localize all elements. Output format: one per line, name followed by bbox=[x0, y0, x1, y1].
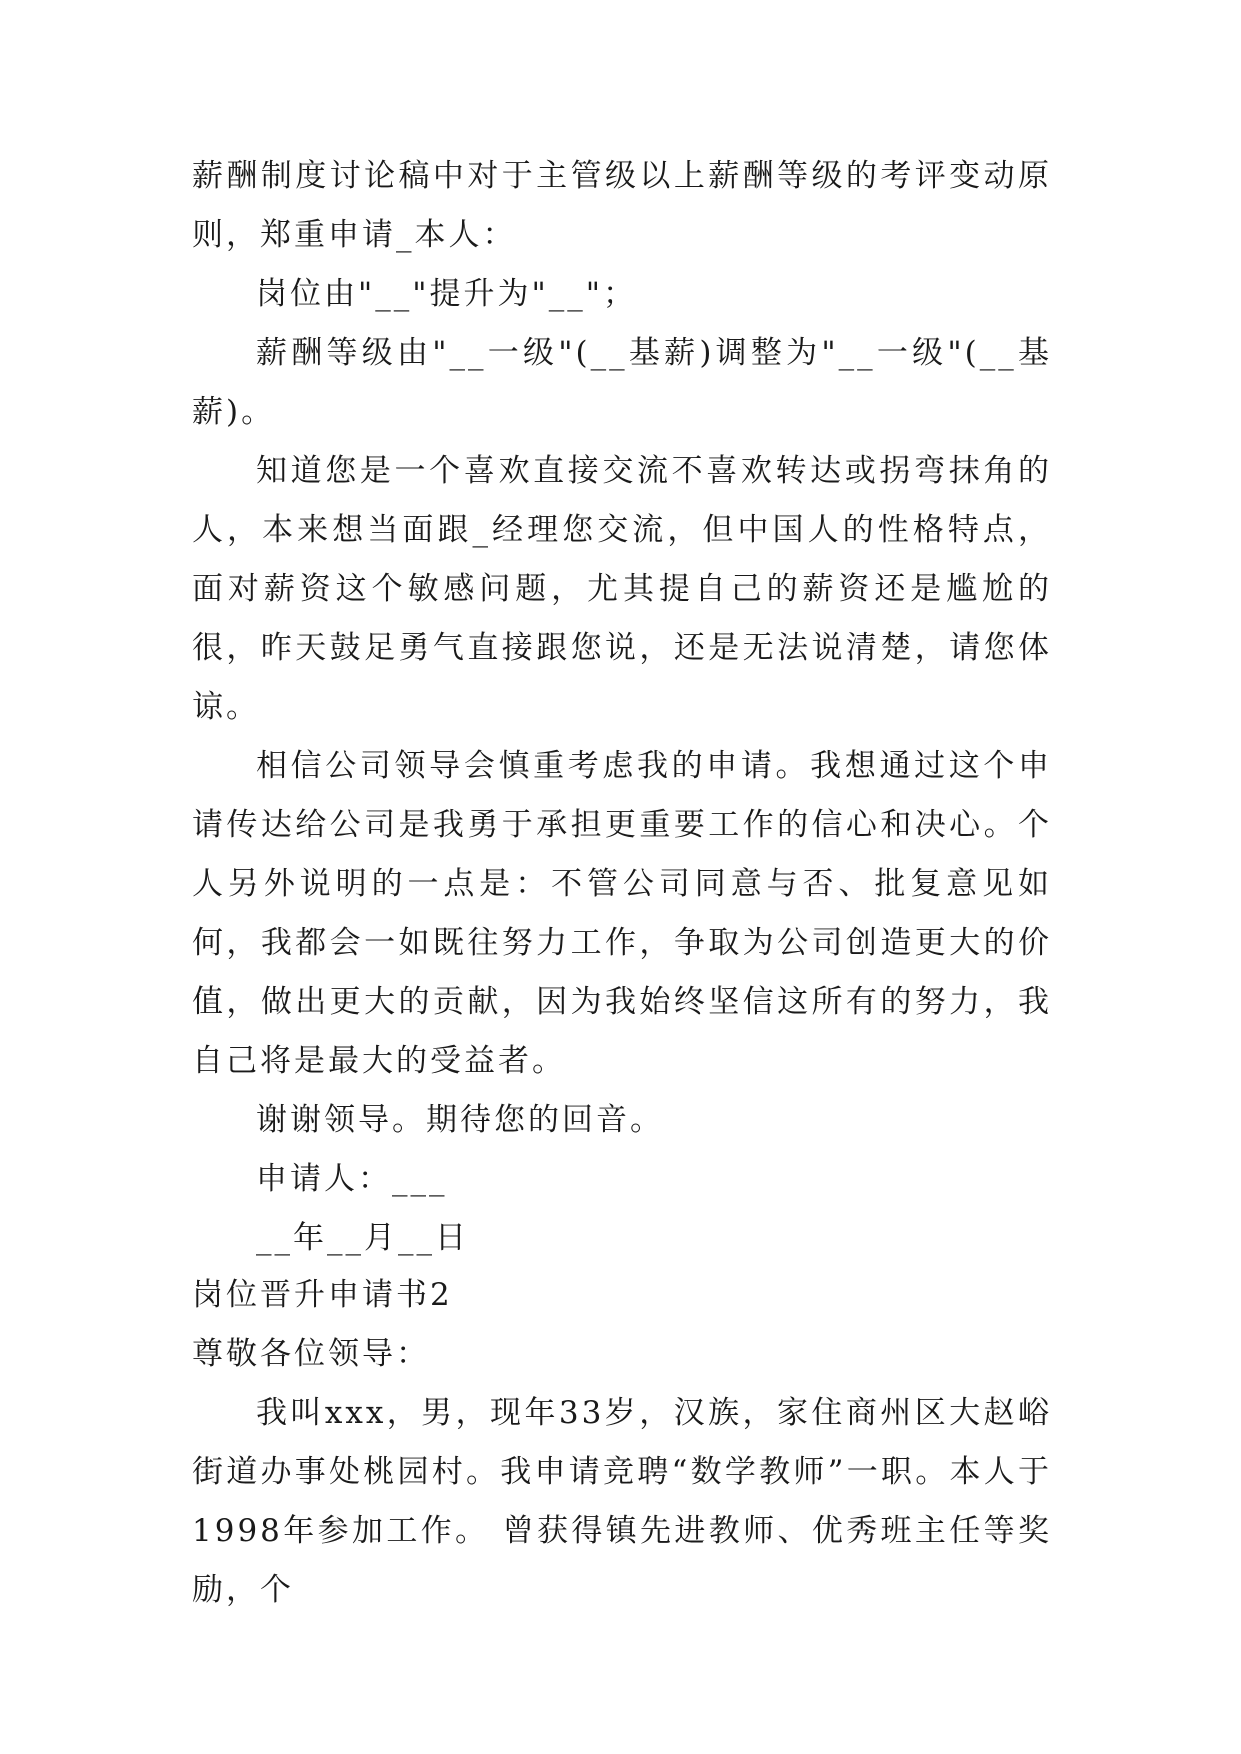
paragraph-position-change: 岗位由"__"提升为"__"； bbox=[256, 276, 638, 312]
paragraph-salary-change: 薪酬等级由"__一级"(__基薪)调整为"__一级"(__基薪)。 bbox=[192, 335, 1052, 430]
salutation: 尊敬各位领导： bbox=[192, 1336, 430, 1372]
paragraph-commitment: 相信公司领导会慎重考虑我的申请。我想通过这个申请传达给公司是我勇于承担更重要工作的信心和决心。个人另外说明的一点是：不管公司同意与否、批复意见如何，我都会一如既往努力工作，争取为公司创造更大的价值，做出更大的贡献，因为我始终坚信这所有的努力，我自己将是最大的受益者。 bbox=[192, 748, 1052, 1079]
section-1 bbox=[192, 147, 1052, 1268]
paragraph-thanks: 谢谢领导。期待您的回音。 bbox=[256, 1102, 664, 1138]
applicant-signature: 申请人：___ bbox=[256, 1161, 448, 1197]
paragraph-opening: 薪酬制度讨论稿中对于主管级以上薪酬等级的考评变动原则，郑重申请_本人： bbox=[192, 158, 1052, 253]
paragraph-communication: 知道您是一个喜欢直接交流不喜欢转达或拐弯抹角的人，本来想当面跟_经理您交流，但中国人的性格特点，面对薪资这个敏感问题，尤其提自己的薪资还是尴尬的很，昨天鼓足勇气直接跟您说，还是无法说清楚，请您体谅。 bbox=[192, 453, 1052, 725]
paragraph-intro: 我叫xxx，男，现年33岁，汉族，家住商州区大赵峪街道办事处桃园村。我申请竞聘“数学教师”一职。本人于1998年参加工作。 曾获得镇先进教师、优秀班主任等奖励，个 bbox=[192, 1395, 1052, 1608]
section-title: 岗位晋升申请书2 bbox=[192, 1277, 453, 1313]
date-line: __年__月__日 bbox=[256, 1220, 469, 1256]
section-2 bbox=[192, 1266, 1052, 1620]
